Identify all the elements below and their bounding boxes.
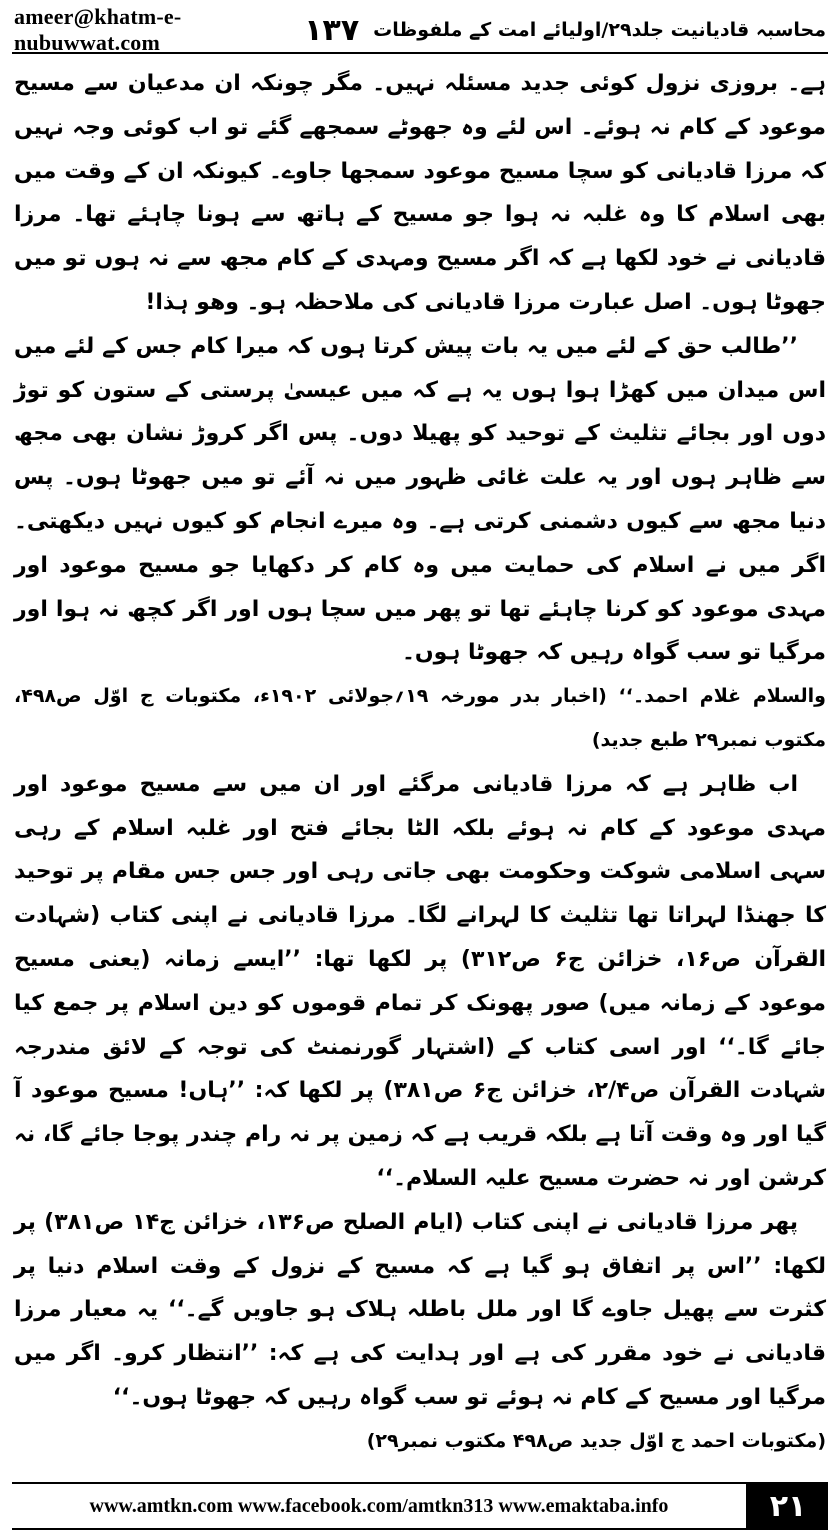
paragraph-citation: والسلام غلام احمد۔‘‘ (اخبار بدر مورخہ ۱۹؍جولائی ۱۹۰۲ء، مکتوبات ج اوّل ص۴۹۸، مکتوب نمبر۲۹ طبع جدید): [14, 685, 826, 751]
page-footer: [12, 1482, 828, 1530]
paragraph-final-citation: (مکتوبات احمد ج اوّل جدید ص۴۹۸ مکتوب نمبر۲۹): [366, 1429, 826, 1452]
book-title: محاسبہ قادیانیت جلد۲۹/اولیائے امت کے ملفوظات: [373, 19, 826, 41]
paragraph-argument: اب ظاہر ہے کہ مرزا قادیانی مرگئے اور ان میں سے مسیح موعود اور مہدی موعود کے کام نہ ہوئے بلکہ الٹا بجائے فتح اور غلبہ اسلام کے رہی سہی اسلامی شوکت وحکومت بھی جاتی رہی اور جس جس مقام پر توحید کا جھنڈا لہراتا تھا تثلیث کا لہرانے لگا۔ مرزا قادیانی نے اپنی کتاب (شہادت القرآن ص۱۶، خزائن ج۶ ص۳۱۲) پر لکھا تھا: ’’ایسے زمانہ (یعنی مسیح موعود کے زمانہ میں) صور پھونک کر تمام قوموں کو دین اسلام پر جمع کیا جائے گا۔‘‘ اور اسی کتاب کے (اشتہار گورنمنٹ کی توجہ کے لائق مندرجہ شہادت القرآن ص۲/۴، خزائن ج۶ ص۳۸۱) پر لکھا کہ: ’’ہاں! مسیح موعود آ گیا اور وہ وقت آتا ہے بلکہ قریب ہے کہ زمین پر نہ رام چندر پوجا جائے گا، نہ کرشن اور نہ حضرت مسیح علیہ السلام۔‘‘: [14, 771, 827, 1191]
header-rule: [12, 52, 828, 54]
footer-page-number: ۲۱: [748, 1482, 828, 1530]
footer-links[interactable]: www.amtkn.com www.facebook.com/amtkn313 www.emaktaba.info: [12, 1482, 748, 1530]
header-page-number: ۱۳۷: [304, 12, 360, 48]
paragraph-quote: ’’طالب حق کے لئے میں یہ بات پیش کرتا ہوں کہ میرا کام جس کے لئے میں اس میدان میں کھڑا ہوا ہوں یہ ہے کہ میں عیسیٰ پرستی کے ستون کو توڑ دوں اور بجائے تثلیث کے توحید کو پھیلا دوں۔ پس اگر کروڑ نشان بھی مجھ سے ظاہر ہوں اور یہ علت غائی ظہور میں نہ آئے تو میں جھوٹا ہوں۔ پس دنیا مجھ سے کیوں دشمنی کرتی ہے۔ وہ میرے انجام کو کیوں نہیں دیکھتی۔ اگر میں نے اسلام کی حمایت میں وہ کام کر دکھایا جو مسیح موعود اور مہدی موعود کو کرنا چاہئے تھا تو پھر میں سچا ہوں اور اگر کچھ نہ ہوا اور مرگیا تو سب گواہ رہیں کہ جھوٹا ہوں۔: [14, 333, 826, 666]
page-header: [14, 4, 826, 55]
paragraph-intro: ہے۔ بروزی نزول کوئی جدید مسئلہ نہیں۔ مگر چونکہ ان مدعیان سے مسیح موعود کے کام نہ ہوئے۔ اس لئے وہ جھوٹے سمجھے گئے تو اب کوئی وجہ نہیں کہ مرزا قادیانی کو سچا مسیح موعود سمجھا جاوے۔ کیونکہ ان کے وقت میں بھی اسلام کا وہ غلبہ نہ ہوا جو مسیح کے ہاتھ سے ہونا چاہئے تھا۔ مرزا قادیانی نے خود لکھا ہے کہ اگر مسیح ومہدی کے کام مجھ سے نہ ہوں تو میں جھوٹا ہوں۔ اصل عبارت مرزا قادیانی کی ملاحظہ ہو۔ وھو ہذا!: [14, 71, 827, 315]
header-email: ameer@khatm-e-nubuwwat.com: [14, 4, 182, 55]
header-right: [304, 13, 826, 48]
page-body: [14, 62, 826, 1460]
paragraph-ayyam: پھر مرزا قادیانی نے اپنی کتاب (ایام الصلح ص۱۳۶، خزائن ج۱۴ ص۳۸۱) پر لکھا: ’’اس پر اتفاق ہو گیا ہے کہ مسیح کے نزول کے وقت اسلام دنیا پر کثرت سے پھیل جاوے گا اور ملل باطلہ ہلاک ہو جاویں گے۔‘‘ یہ معیار مرزا قادیانی نے خود مقرر کی ہے اور ہدایت کی ہے کہ: ’’انتظار کرو۔ اگر میں مرگیا اور مسیح کے کام نہ ہوئے تو سب گواہ رہیں کہ جھوٹا ہوں۔‘‘: [14, 1209, 826, 1410]
